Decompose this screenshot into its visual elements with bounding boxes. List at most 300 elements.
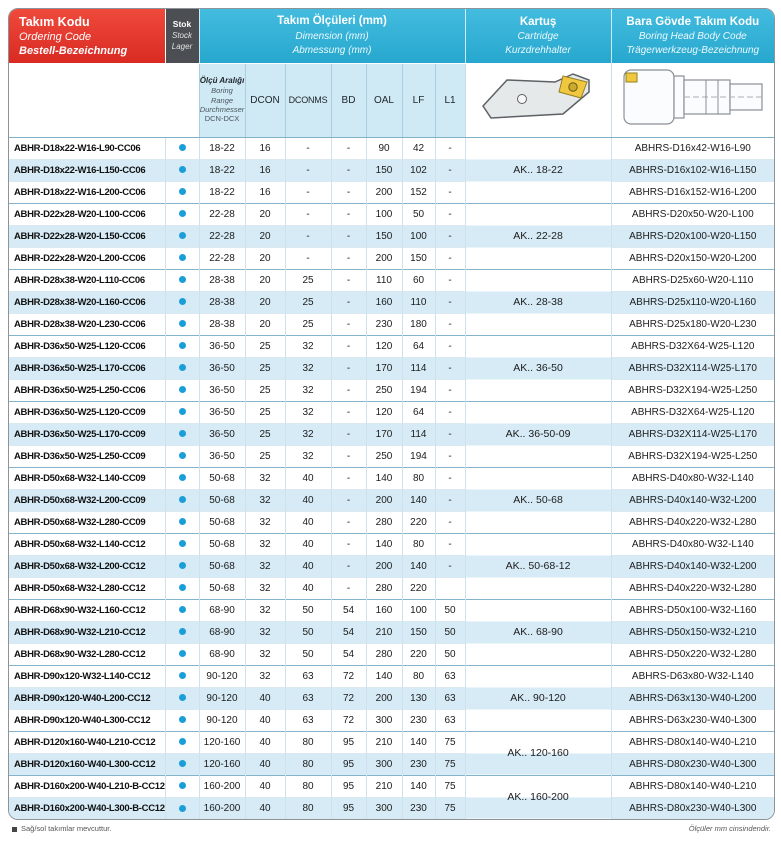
ordering-code-header	[9, 9, 165, 63]
dconms-cell: -	[285, 203, 331, 225]
oal-cell: 160	[366, 599, 402, 621]
ordering-code-cell: ABHR-D68x90-W32-L280-CC12	[9, 643, 165, 665]
oal-cell: 210	[366, 775, 402, 797]
stock-cell	[165, 423, 199, 445]
table-row	[9, 489, 774, 511]
dconms-cell: 50	[285, 643, 331, 665]
lf-cell: 100	[402, 599, 435, 621]
oal-cell: 280	[366, 577, 402, 599]
cartridge-group-cell: AK.. 160-200	[465, 775, 611, 819]
boring-range-cell: 28-38	[199, 291, 245, 313]
lf-cell: 64	[402, 401, 435, 423]
table-row	[9, 313, 774, 335]
lf-cell: 152	[402, 181, 435, 203]
dcon-cell: 40	[245, 753, 285, 775]
l1-cell: 75	[435, 753, 465, 775]
stock-cell	[165, 137, 199, 159]
footnote-left	[12, 824, 111, 833]
body-code-cell: ABHRS-D20x50-W20-L100	[611, 203, 774, 225]
boring-range-cell: 120-160	[199, 731, 245, 753]
dconms-cell: 40	[285, 489, 331, 511]
cartridge-header	[465, 9, 611, 63]
body-code-title-tr: Bara Gövde Takım Kodu	[626, 15, 760, 28]
dconms-cell: 32	[285, 401, 331, 423]
ordering-code-title-tr: Takım Kodu	[19, 14, 90, 29]
stock-title-tr: Stok	[172, 19, 192, 30]
table-row	[9, 643, 774, 665]
cartridge-group-cell: AK.. 50-68	[465, 467, 611, 533]
ordering-code-cell: ABHR-D18x22-W16-L200-CC06	[9, 181, 165, 203]
stock-cell	[165, 357, 199, 379]
stock-cell	[165, 467, 199, 489]
ordering-code-cell: ABHR-D36x50-W25-L250-CC06	[9, 379, 165, 401]
body-code-cell: ABHRS-D80x140-W40-L210	[611, 775, 774, 797]
l1-cell: 50	[435, 643, 465, 665]
lf-cell: 80	[402, 467, 435, 489]
oal-cell: 140	[366, 533, 402, 555]
ordering-code-cell: ABHR-D90x120-W40-L200-CC12	[9, 687, 165, 709]
boring-range-cell: 28-38	[199, 313, 245, 335]
stock-cell	[165, 181, 199, 203]
body-code-cell: ABHRS-D25x180-W20-L230	[611, 313, 774, 335]
lf-cell: 60	[402, 269, 435, 291]
dconms-cell: 80	[285, 775, 331, 797]
ordering-code-cell: ABHR-D50x68-W32-L200-CC09	[9, 489, 165, 511]
dconms-cell: 25	[285, 313, 331, 335]
dimensions-title-en: Dimension (mm)	[295, 31, 369, 42]
oal-cell: 300	[366, 709, 402, 731]
oal-cell: 200	[366, 555, 402, 577]
bd-cell: 95	[331, 731, 366, 753]
stock-dot-icon	[179, 738, 186, 745]
boring-range-cell: 160-200	[199, 797, 245, 819]
lf-cell: 230	[402, 709, 435, 731]
dcon-cell: 20	[245, 203, 285, 225]
stock-dot-icon	[179, 782, 186, 789]
bd-cell: 95	[331, 753, 366, 775]
l1-cell: -	[435, 511, 465, 533]
stock-subheader-blank	[165, 63, 199, 137]
boring-range-cell: 50-68	[199, 467, 245, 489]
stock-dot-icon	[179, 386, 186, 393]
table-row	[9, 225, 774, 247]
body-code-cell: ABHRS-D40x80-W32-L140	[611, 533, 774, 555]
main-header-row	[9, 9, 774, 63]
cartridge-group-cell: AK.. 68-90	[465, 599, 611, 665]
table-row	[9, 423, 774, 445]
lf-cell: 130	[402, 687, 435, 709]
boring-range-cell: 22-28	[199, 203, 245, 225]
stock-dot-icon	[179, 540, 186, 547]
ordering-code-cell: ABHR-D22x28-W20-L200-CC06	[9, 247, 165, 269]
oal-cell: 140	[366, 665, 402, 687]
table-row	[9, 731, 774, 753]
body-code-cell: ABHRS-D80x140-W40-L210	[611, 731, 774, 753]
boring-range-cell: 28-38	[199, 269, 245, 291]
body-code-cell: ABHRS-D63x230-W40-L300	[611, 709, 774, 731]
lf-cell: 150	[402, 247, 435, 269]
ordering-code-cell: ABHR-D50x68-W32-L140-CC12	[9, 533, 165, 555]
dcon-cell: 16	[245, 137, 285, 159]
boring-range-cell: 36-50	[199, 401, 245, 423]
boring-range-cell: 50-68	[199, 577, 245, 599]
ordering-code-cell: ABHR-D36x50-W25-L250-CC09	[9, 445, 165, 467]
stock-cell	[165, 445, 199, 467]
l1-cell: -	[435, 467, 465, 489]
bd-cell: -	[331, 511, 366, 533]
bd-cell: 95	[331, 775, 366, 797]
l1-cell: -	[435, 555, 465, 577]
oal-cell: 280	[366, 643, 402, 665]
cartridge-group-cell: AK.. 18-22	[465, 137, 611, 203]
lf-cell: 80	[402, 665, 435, 687]
lf-cell: 220	[402, 643, 435, 665]
l1-cell: -	[435, 379, 465, 401]
ordering-code-cell: ABHR-D50x68-W32-L280-CC12	[9, 577, 165, 599]
stock-cell	[165, 159, 199, 181]
product-table	[9, 9, 774, 819]
body-code-cell: ABHRS-D32X64-W25-L120	[611, 335, 774, 357]
l1-cell: 63	[435, 687, 465, 709]
l1-cell: -	[435, 225, 465, 247]
l1-cell: -	[435, 445, 465, 467]
table-row	[9, 753, 774, 775]
dcon-cell: 40	[245, 731, 285, 753]
cartridge-group-cell: AK.. 22-28	[465, 203, 611, 269]
stock-dot-icon	[179, 232, 186, 239]
bd-cell: -	[331, 555, 366, 577]
bd-cell: -	[331, 577, 366, 599]
table-row	[9, 621, 774, 643]
cartridge-title-tr: Kartuş	[519, 15, 557, 28]
body-code-cell: ABHRS-D16x102-W16-L150	[611, 159, 774, 181]
dconms-cell: 63	[285, 665, 331, 687]
ordering-code-title-en: Ordering Code	[19, 30, 92, 43]
boring-range-cell: 68-90	[199, 599, 245, 621]
table-row	[9, 159, 774, 181]
stock-cell	[165, 709, 199, 731]
stock-cell	[165, 665, 199, 687]
body-code-cell: ABHRS-D16x42-W16-L90	[611, 137, 774, 159]
cartridge-group-cell: AK.. 36-50	[465, 335, 611, 401]
ordering-code-cell: ABHR-D50x68-W32-L280-CC09	[9, 511, 165, 533]
stock-cell	[165, 489, 199, 511]
stock-dot-icon	[179, 584, 186, 591]
oal-cell: 150	[366, 159, 402, 181]
l1-cell: -	[435, 313, 465, 335]
dcon-cell: 20	[245, 225, 285, 247]
boring-range-cell: 36-50	[199, 445, 245, 467]
stock-dot-icon	[179, 628, 186, 635]
boring-range-cell: 22-28	[199, 225, 245, 247]
stock-cell	[165, 335, 199, 357]
lf-cell: 140	[402, 731, 435, 753]
cartridge-group-cell: AK.. 120-160	[465, 731, 611, 775]
table-row	[9, 203, 774, 225]
col-header-lf: LF	[402, 63, 435, 137]
bd-cell: -	[331, 357, 366, 379]
stock-cell	[165, 687, 199, 709]
oal-cell: 200	[366, 489, 402, 511]
dconms-cell: 25	[285, 291, 331, 313]
stock-dot-icon	[179, 298, 186, 305]
ordering-code-subheader-blank	[9, 63, 165, 137]
lf-cell: 110	[402, 291, 435, 313]
ordering-code-cell: ABHR-D160x200-W40-L300-B-CC12	[9, 797, 165, 819]
lf-cell: 114	[402, 357, 435, 379]
table-row	[9, 687, 774, 709]
dcon-cell: 40	[245, 775, 285, 797]
stock-dot-icon	[179, 144, 186, 151]
lf-cell: 64	[402, 335, 435, 357]
note-marker-icon	[12, 827, 17, 832]
dconms-cell: 63	[285, 687, 331, 709]
stock-dot-icon	[179, 254, 186, 261]
body-code-cell: ABHRS-D32X194-W25-L250	[611, 379, 774, 401]
dcon-cell: 32	[245, 489, 285, 511]
dconms-cell: -	[285, 181, 331, 203]
ordering-code-cell: ABHR-D18x22-W16-L150-CC06	[9, 159, 165, 181]
boring-range-cell: 50-68	[199, 533, 245, 555]
oal-cell: 170	[366, 423, 402, 445]
dconms-cell: 80	[285, 797, 331, 819]
cartridge-title-en: Cartridge	[517, 31, 559, 43]
oal-cell: 230	[366, 313, 402, 335]
dcon-cell: 40	[245, 797, 285, 819]
dimensions-title-de: Abmessung (mm)	[292, 44, 372, 56]
stock-dot-icon	[179, 188, 186, 195]
table-row	[9, 445, 774, 467]
oal-cell: 170	[366, 357, 402, 379]
dconms-cell: 40	[285, 533, 331, 555]
dconms-cell: -	[285, 137, 331, 159]
dconms-cell: 32	[285, 445, 331, 467]
oal-cell: 120	[366, 401, 402, 423]
oal-cell: 200	[366, 247, 402, 269]
stock-dot-icon	[179, 694, 186, 701]
lf-cell: 230	[402, 753, 435, 775]
body-code-cell: ABHRS-D50x220-W32-L280	[611, 643, 774, 665]
lf-cell: 140	[402, 555, 435, 577]
oal-cell: 90	[366, 137, 402, 159]
bd-cell: -	[331, 313, 366, 335]
l1-cell: 75	[435, 797, 465, 819]
bd-cell: 54	[331, 599, 366, 621]
ordering-code-cell: ABHR-D28x38-W20-L110-CC06	[9, 269, 165, 291]
bd-cell: -	[331, 423, 366, 445]
stock-dot-icon	[179, 364, 186, 371]
table-body	[9, 137, 774, 819]
stock-cell	[165, 313, 199, 335]
stock-cell	[165, 269, 199, 291]
bd-cell: -	[331, 225, 366, 247]
stock-dot-icon	[179, 562, 186, 569]
lf-cell: 230	[402, 797, 435, 819]
body-code-cell: ABHRS-D32X194-W25-L250	[611, 445, 774, 467]
boring-range-cell: 90-120	[199, 709, 245, 731]
oal-cell: 250	[366, 379, 402, 401]
lf-cell: 220	[402, 577, 435, 599]
stock-dot-icon	[179, 716, 186, 723]
lf-cell: 50	[402, 203, 435, 225]
ordering-code-cell: ABHR-D68x90-W32-L160-CC12	[9, 599, 165, 621]
body-code-cell: ABHRS-D40x140-W32-L200	[611, 555, 774, 577]
table-row	[9, 555, 774, 577]
ordering-code-cell: ABHR-D36x50-W25-L170-CC09	[9, 423, 165, 445]
dcon-cell: 25	[245, 335, 285, 357]
dimensions-title-tr: Takım Ölçüleri (mm)	[277, 15, 387, 28]
ordering-code-cell: ABHR-D36x50-W25-L120-CC06	[9, 335, 165, 357]
body-code-cell: ABHRS-D63x80-W32-L140	[611, 665, 774, 687]
dconms-cell: 32	[285, 379, 331, 401]
boring-range-cell: 18-22	[199, 159, 245, 181]
lf-cell: 102	[402, 159, 435, 181]
stock-cell	[165, 753, 199, 775]
bd-cell: 54	[331, 643, 366, 665]
bd-cell: 72	[331, 665, 366, 687]
stock-cell	[165, 643, 199, 665]
oal-cell: 210	[366, 731, 402, 753]
l1-cell: 50	[435, 621, 465, 643]
l1-cell: -	[435, 335, 465, 357]
boring-range-cell: 36-50	[199, 357, 245, 379]
dcon-cell: 32	[245, 665, 285, 687]
body-code-cell: ABHRS-D40x220-W32-L280	[611, 577, 774, 599]
dconms-cell: 25	[285, 269, 331, 291]
boring-range-cell: 50-68	[199, 555, 245, 577]
l1-cell: -	[435, 357, 465, 379]
ordering-code-cell: ABHR-D28x38-W20-L230-CC06	[9, 313, 165, 335]
stock-dot-icon	[179, 408, 186, 415]
boring-range-cell: 50-68	[199, 489, 245, 511]
boring-range-cell: 18-22	[199, 137, 245, 159]
sub-header-row	[9, 63, 774, 137]
dcon-cell: 25	[245, 379, 285, 401]
lf-cell: 194	[402, 445, 435, 467]
dcon-cell: 25	[245, 357, 285, 379]
dcon-cell: 25	[245, 401, 285, 423]
l1-cell: 63	[435, 665, 465, 687]
dconms-cell: 40	[285, 511, 331, 533]
oal-cell: 250	[366, 445, 402, 467]
lf-cell: 194	[402, 379, 435, 401]
dcon-cell: 20	[245, 291, 285, 313]
ordering-code-cell: ABHR-D28x38-W20-L160-CC06	[9, 291, 165, 313]
stock-cell	[165, 291, 199, 313]
dconms-cell: -	[285, 159, 331, 181]
l1-cell: 75	[435, 731, 465, 753]
body-code-cell: ABHRS-D80x230-W40-L300	[611, 797, 774, 819]
body-code-cell: ABHRS-D50x100-W32-L160	[611, 599, 774, 621]
stock-dot-icon	[179, 342, 186, 349]
stock-cell	[165, 775, 199, 797]
boring-range-cell: 90-120	[199, 665, 245, 687]
dcon-cell: 20	[245, 313, 285, 335]
cartridge-drawing-icon	[477, 66, 599, 128]
dcon-cell: 16	[245, 159, 285, 181]
stock-dot-icon	[179, 210, 186, 217]
dcon-cell: 32	[245, 599, 285, 621]
body-code-cell: ABHRS-D20x150-W20-L200	[611, 247, 774, 269]
l1-cell: -	[435, 181, 465, 203]
l1-cell: -	[435, 291, 465, 313]
oal-cell: 150	[366, 225, 402, 247]
body-code-cell: ABHRS-D63x130-W40-L200	[611, 687, 774, 709]
ordering-code-cell: ABHR-D50x68-W32-L140-CC09	[9, 467, 165, 489]
col-header-oal: OAL	[366, 63, 402, 137]
dcon-cell: 20	[245, 269, 285, 291]
dcon-cell: 32	[245, 621, 285, 643]
dcon-cell: 40	[245, 709, 285, 731]
table-row	[9, 269, 774, 291]
ordering-code-cell: ABHR-D36x50-W25-L120-CC09	[9, 401, 165, 423]
stock-title-de: Lager	[171, 41, 193, 51]
col-header-dcon: DCON	[245, 63, 285, 137]
cartridge-title-de: Kurzdrehhalter	[505, 44, 571, 56]
dconms-cell: 80	[285, 731, 331, 753]
oal-cell: 200	[366, 181, 402, 203]
cartridge-image-cell	[465, 63, 611, 137]
dcon-cell: 25	[245, 445, 285, 467]
bd-cell: -	[331, 379, 366, 401]
dcon-cell: 32	[245, 533, 285, 555]
bd-cell: -	[331, 335, 366, 357]
boring-range-cell: 36-50	[199, 335, 245, 357]
footnote-right: Ölçüler mm cinsindendir.	[688, 824, 771, 833]
body-code-cell: ABHRS-D80x230-W40-L300	[611, 753, 774, 775]
l1-cell: -	[435, 203, 465, 225]
ordering-code-cell: ABHR-D50x68-W32-L200-CC12	[9, 555, 165, 577]
col-header-l1: L1	[435, 63, 465, 137]
stock-dot-icon	[179, 430, 186, 437]
body-code-cell: ABHRS-D16x152-W16-L200	[611, 181, 774, 203]
bd-cell: -	[331, 247, 366, 269]
body-code-cell: ABHRS-D25x60-W20-L110	[611, 269, 774, 291]
dconms-cell: 50	[285, 621, 331, 643]
stock-dot-icon	[179, 276, 186, 283]
catalog-table-frame	[8, 8, 775, 820]
l1-cell: -	[435, 401, 465, 423]
ordering-code-cell: ABHR-D36x50-W25-L170-CC06	[9, 357, 165, 379]
dconms-cell: 32	[285, 335, 331, 357]
lf-cell: 140	[402, 775, 435, 797]
bd-cell: -	[331, 269, 366, 291]
oal-cell: 120	[366, 335, 402, 357]
boring-range-cell: 50-68	[199, 511, 245, 533]
l1-cell: -	[435, 159, 465, 181]
table-row	[9, 665, 774, 687]
stock-cell	[165, 401, 199, 423]
bd-cell: 95	[331, 797, 366, 819]
stock-dot-icon	[179, 606, 186, 613]
table-row	[9, 181, 774, 203]
stock-cell	[165, 555, 199, 577]
boring-range-cell: 36-50	[199, 423, 245, 445]
lf-cell: 180	[402, 313, 435, 335]
table-row	[9, 291, 774, 313]
col-header-dconms: DCONMS	[285, 63, 331, 137]
lf-cell: 150	[402, 621, 435, 643]
dconms-cell: -	[285, 225, 331, 247]
l1-cell: 75	[435, 775, 465, 797]
cartridge-group-cell: AK.. 50-68-12	[465, 533, 611, 599]
oal-cell: 100	[366, 203, 402, 225]
l1-cell	[435, 577, 465, 599]
l1-cell: -	[435, 423, 465, 445]
l1-cell: -	[435, 269, 465, 291]
ordering-code-cell: ABHR-D68x90-W32-L210-CC12	[9, 621, 165, 643]
boring-range-cell: 22-28	[199, 247, 245, 269]
